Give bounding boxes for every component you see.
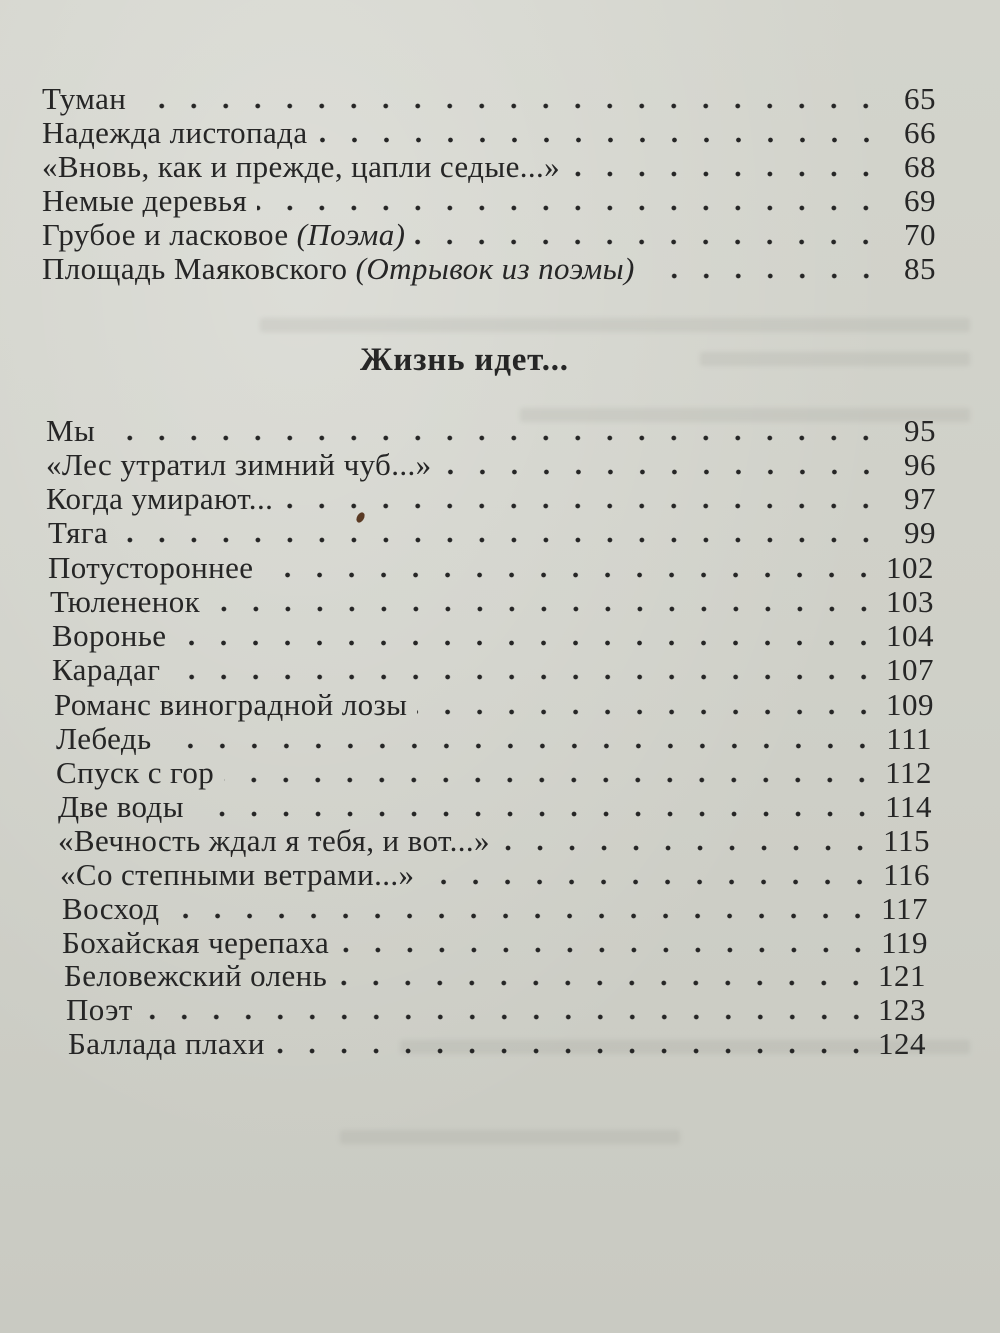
entry-title: Потустороннее xyxy=(48,550,254,585)
toc-entry xyxy=(58,790,932,824)
entry-page: 85 xyxy=(904,251,936,286)
leader-dots xyxy=(415,238,882,246)
toc-entry xyxy=(42,252,936,286)
leader-dots xyxy=(143,1013,872,1021)
entry-title: «Вновь, как и прежде, цапли седые...» xyxy=(42,149,561,184)
entry-page: 124 xyxy=(878,1026,926,1061)
entry-title: Спуск с гор xyxy=(56,755,215,790)
entry-title: Поэт xyxy=(66,992,133,1027)
bleed-through-mark xyxy=(340,1130,680,1144)
toc-entry xyxy=(46,482,936,516)
toc-entry xyxy=(56,722,932,756)
toc-entry xyxy=(60,858,930,892)
toc-entry xyxy=(52,619,934,653)
entry-page: 102 xyxy=(886,550,934,585)
leader-dots xyxy=(500,844,876,852)
toc-entry xyxy=(48,551,934,585)
leader-dots xyxy=(170,673,880,681)
entry-title xyxy=(42,252,635,286)
entry-title-text: Площадь Маяковского xyxy=(42,251,348,286)
entry-page: 66 xyxy=(904,115,936,150)
entry-page: 116 xyxy=(883,857,930,892)
entry-page: 96 xyxy=(904,447,936,482)
entry-page: 95 xyxy=(904,413,936,448)
entry-title: Восход xyxy=(62,891,160,926)
leader-dots xyxy=(318,136,882,144)
leader-dots xyxy=(339,946,874,954)
toc-entry xyxy=(48,516,936,550)
toc-entry xyxy=(68,1027,926,1061)
entry-title-note: (Поэма) xyxy=(296,217,406,252)
entry-title: Бохайская черепаха xyxy=(62,925,330,960)
entry-title: «Со степными ветрами...» xyxy=(60,857,415,892)
leader-dots xyxy=(224,776,878,784)
leader-dots xyxy=(283,502,882,510)
entry-title-text: Грубое и ласковое xyxy=(42,217,289,252)
leader-dots xyxy=(442,468,882,476)
toc-entry xyxy=(58,824,930,858)
leader-dots xyxy=(162,742,878,750)
entry-title: Романс виноградной лозы xyxy=(54,687,408,722)
bleed-through-mark xyxy=(700,352,970,366)
entry-page: 70 xyxy=(904,217,936,252)
leader-dots xyxy=(275,1047,872,1055)
entry-page: 117 xyxy=(881,891,928,926)
leader-dots xyxy=(570,170,882,178)
bleed-through-mark xyxy=(260,318,970,332)
entry-title: Мы xyxy=(46,413,96,448)
toc-entry xyxy=(66,993,926,1027)
entry-title: Карадаг xyxy=(52,652,161,687)
toc-entry xyxy=(64,959,926,993)
entry-title: Лебедь xyxy=(56,721,152,756)
toc-entry xyxy=(46,448,936,482)
leader-dots xyxy=(417,708,880,716)
entry-title: «Лес утратил зимний чуб...» xyxy=(46,447,432,482)
leader-dots xyxy=(176,639,880,647)
entry-page: 97 xyxy=(904,481,936,516)
toc-entry xyxy=(52,653,934,687)
entry-page: 121 xyxy=(878,958,926,993)
leader-dots xyxy=(169,912,874,920)
entry-title: Беловежский олень xyxy=(64,958,328,993)
entry-title-note: (Отрывок из поэмы) xyxy=(355,251,635,286)
entry-title: «Вечность ждал я тебя, и вот...» xyxy=(58,823,490,858)
entry-title: Надежда листопада xyxy=(42,115,308,150)
leader-dots xyxy=(645,272,882,280)
entry-title: Воронье xyxy=(52,618,167,653)
toc-entry xyxy=(56,756,932,790)
entry-page: 111 xyxy=(886,721,932,756)
entry-page: 119 xyxy=(881,925,928,960)
leader-dots xyxy=(257,204,882,212)
entry-title: Две воды xyxy=(58,789,184,824)
entry-page: 112 xyxy=(885,755,932,790)
toc-entry xyxy=(42,116,936,150)
leader-dots xyxy=(263,571,880,579)
entry-page: 68 xyxy=(904,149,936,184)
toc-entry xyxy=(54,688,934,722)
toc-entry xyxy=(62,926,928,960)
entry-page: 107 xyxy=(886,652,934,687)
leader-dots xyxy=(424,878,876,886)
toc-entry xyxy=(42,82,936,116)
entry-title: Туман xyxy=(42,81,127,116)
entry-title: Немые деревья xyxy=(42,183,248,218)
entry-page: 114 xyxy=(885,789,932,824)
entry-page: 123 xyxy=(878,992,926,1027)
entry-page: 65 xyxy=(904,81,936,116)
entry-title: Тяга xyxy=(48,515,109,550)
leader-dots xyxy=(194,810,878,818)
toc-entry xyxy=(42,184,936,218)
entry-page: 109 xyxy=(886,687,934,722)
entry-title: Тюлененок xyxy=(50,584,201,619)
entry-title: Баллада плахи xyxy=(68,1026,265,1061)
entry-title: Когда умирают... xyxy=(46,481,274,516)
section-heading: Жизнь идет... xyxy=(360,342,569,378)
entry-title xyxy=(42,218,405,252)
toc-entry xyxy=(42,150,936,184)
entry-page: 115 xyxy=(883,823,930,858)
entry-page: 104 xyxy=(886,618,934,653)
leader-dots xyxy=(105,434,882,442)
toc-entry xyxy=(62,892,928,926)
entry-page: 103 xyxy=(886,584,934,619)
leader-dots xyxy=(337,979,872,987)
toc-entry xyxy=(46,414,936,448)
entry-page: 99 xyxy=(904,515,936,550)
leader-dots xyxy=(118,536,882,544)
toc-entry xyxy=(50,585,934,619)
entry-page: 69 xyxy=(904,183,936,218)
leader-dots xyxy=(210,605,880,613)
toc-entry xyxy=(42,218,936,252)
leader-dots xyxy=(136,102,882,110)
